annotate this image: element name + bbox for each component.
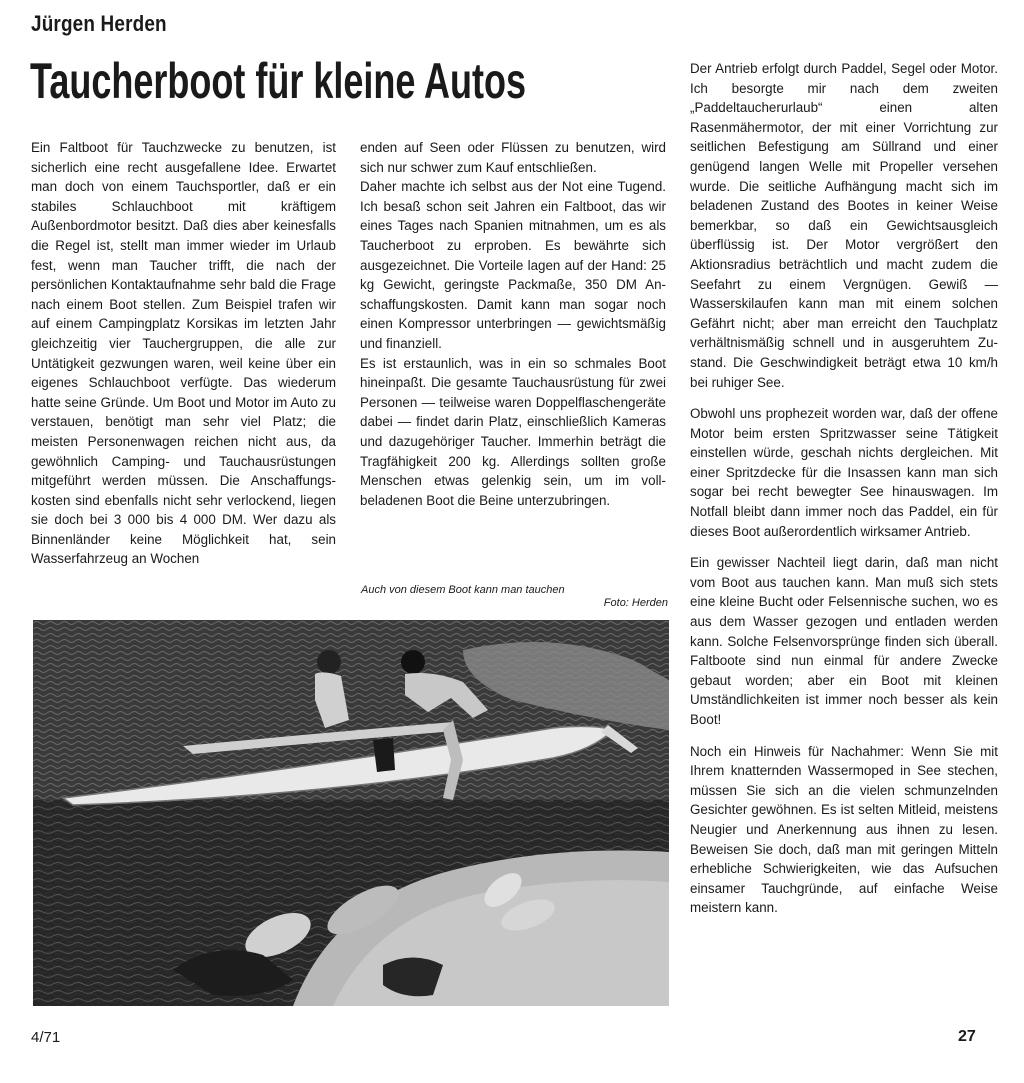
paragraph: Noch ein Hinweis für Nachahmer: Wenn Sie mit Ihrem knatternden Wassermoped in See stechen, müssen Sie sich an die vielen schmunzelnden Gesichter gewöhnen. Es ist selten Mitleid, meistens Neugier und Anerkennung aus ihnen zu lesen. Beweisen Sie doch, daß man mit geringen Mitteln erhebliche Schwierigkeiten, wie das Aufsuchen einsamer Tauchgründe, auf einfache Weise meistern kann. (690, 743, 998, 916)
photo-caption (361, 584, 668, 610)
paragraph: Es ist erstaunlich, was in ein so schmales Boot hineinpaßt. Die gesamte Tauchausrüstung für zwei Personen — teilweise waren Doppelflaschengeräte dabei — findet darin Platz, einschließlich Kameras und dazugehöriger Taucher. Immerhin beträgt die Tragfähigkeit 200 kg. Allerdings sollten große Menschen etwas gelenkig sein, um im vollbeladenen Boot die Beine unterzubringen. (360, 355, 666, 508)
caption-text: Auch von diesem Boot kann man tauchen (361, 584, 565, 596)
column-3 (690, 59, 998, 918)
column-2 (360, 138, 666, 510)
paragraph: Ein gewisser Nachteil liegt darin, daß man nicht vom Boot aus tauchen kann. Man muß sich stets eine kleine Bucht oder Felsennische suchen, wo es aus dem Wasser gezogen und entladen werden kann. Solche Felsenvorsprünge finden sich überall. Faltboote sind nun einmal für andere Zwecke gebaut worden; aber ein Boot mit kleinen Umständlichkeiten ist immer noch besser als kein Boot! (690, 555, 998, 727)
paragraph: Der Antrieb erfolgt durch Paddel, Segel oder Motor. Ich besorgte mir nach dem zweiten „Paddeltaucherurlaub“ einen alten Rasenmähermotor, der mit einer Vorrichtung zur seitlichen Befestigung am Süllrand und einer genügend langen Welle mit Propeller versehen wurde. Die seitliche Aufhängung macht sich im beladenen Zustand des Bootes in keiner Weise bemerkbar, so daß ein Gewichtsausgleich überflüssig ist. Der Motor vergrößert den Aktionsradius beträchtlich und macht zudem die Seefahrt zu einem Vergnügen. Gewiß — Wasserskilaufen kann man mit einem solchen Gefährt nicht; aber man erreicht den Tauchplatz verhältnismäßig schnell und in ausgeruhtem Zustand. Die Geschwindigkeit beträgt etwa 10 km/h bei ruhiger See. (690, 61, 998, 390)
folding-boat-photo (33, 620, 669, 1006)
page-number: 27 (958, 1028, 976, 1045)
paragraph: Obwohl uns prophezeit worden war, daß der offene Motor beim ersten Spritzwasser seine Tätigkeit einstellen würde, geschah nichts dergleichen. Mit einer Spritzdecke für die Insassen kann man sich sogar bei recht bewegter See hinauswagen. Im Notfall bleibt dann immer noch das Paddel, ein für dieses Boot außerordentlich wirksamer Antrieb. (690, 406, 998, 539)
paragraph: Daher machte ich selbst aus der Not eine Tugend. Ich besaß schon seit Jahren ein Faltboot, das wir eines Tages nach Spanien mitnahmen, um es als Taucherboot zu erproben. Es bewährte sich ausgezeichnet. Die Vorteile lagen auf der Hand: 25 kg Gewicht, geringste Packmaße, 350 DM Anschaffungskosten. Damit kann man sogar noch einen Kompressor unterbringen — gewichtsmäßig und finanziell. (360, 179, 666, 351)
issue-number: 4/71 (31, 1029, 61, 1046)
photo-credit: Foto: Herden (603, 597, 668, 609)
article-photo (33, 620, 669, 1006)
paragraph: Ein Faltboot für Tauchzwecke zu benutzen, ist sicherlich eine recht ausgefallene Idee. Erwartet man doch von einem Tauchsportler, daß er ein stabiles Schlauchboot mit kräftigem Außenbordmotor besitzt. Daß dies aber keinesfalls die Regel ist, stellt man immer wieder im Urlaub fest, wenn man Taucher trifft, die nach der persönlichen Kontaktaufnahme sehr bald die Frage nach einem Boot stellen. Zum Beispiel trafen wir auf einem Campingplatz Korsikas im letzten Jahr gleichzeitig vier Tauchergruppen, die alle zur Untätigkeit gezwungen waren, weil keine über ein eigenes Schlauchboot verfügte. Das wiederum hatte seine Gründe. Um Boot und Motor im Auto zu verstauen, benötigt man sehr viel Platz; die meisten Personenwagen reichen nicht aus, da gewöhnlich Camping- und Tauchausrüstungen mitgeführt werden müssen. Die Anschaffungskosten sind ebenfalls nicht sehr verlockend, liegen sie doch bei 3 000 bis 4 000 DM. Wer dazu als Binnenländer keine Möglichkeit hat, sein Wasserfahrzeug an Wochen (31, 140, 336, 567)
article-title: Taucherboot für kleine Autos (30, 53, 527, 109)
column-1 (31, 138, 336, 569)
paragraph: enden auf Seen oder Flüssen zu benutzen, wird sich nur schwer zum Kauf entschließen. (360, 140, 666, 175)
author-name: Jürgen Herden (31, 11, 167, 36)
